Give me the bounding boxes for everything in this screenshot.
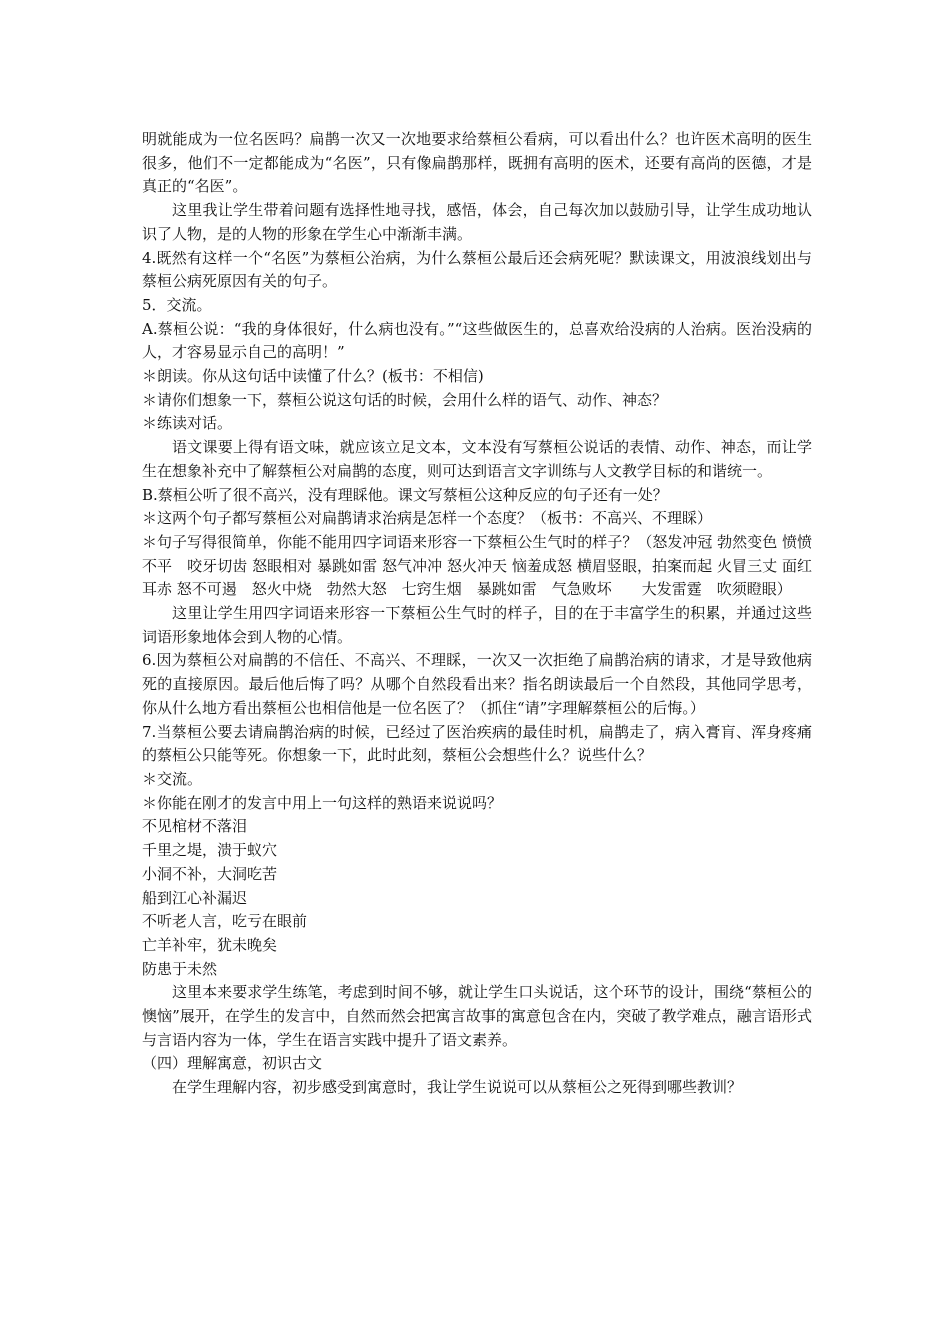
- paragraph-8: ＊练读对话。: [142, 414, 233, 433]
- paragraph-11: ＊这两个句子都写蔡桓公对扁鹊请求治病是怎样一个态度？（板书：不高兴、不理睬）: [142, 509, 713, 528]
- idiom-4: 船到江心补漏迟: [142, 888, 248, 907]
- section-heading: （四）理解寓意，初识古文: [142, 1054, 323, 1073]
- idiom-2: 千里之堤，溃于蚁穴: [142, 841, 278, 860]
- idiom-7: 防患于未然: [142, 959, 218, 978]
- paragraph-6: ＊朗读。你从这句话中读懂了什么？(板书：不相信): [142, 367, 484, 386]
- paragraph-14: 6.因为蔡桓公对扁鹊的不信任、不高兴、不理睬，一次又一次拒绝了扁鹊治病的请求，才是导致他病死的直接原因。最后他后悔了吗？从哪个自然段看出来？指名朗读最后一个自然段，其他同学思考，你从什么地方看出蔡桓公也相信他是一位名医了？（抓住“请”字理解蔡桓公的后悔。）: [142, 651, 812, 717]
- paragraph-16: ＊交流。: [142, 769, 203, 788]
- idiom-5: 不听老人言，吃亏在眼前: [142, 912, 308, 931]
- idiom-6: 亡羊补牢，犹未晚矣: [142, 935, 278, 954]
- paragraph-10: B.蔡桓公听了很不高兴，没有理睬他。课文写蔡桓公这种反应的句子还有一处？: [142, 485, 668, 504]
- paragraph-18: 这里本来要求学生练笔，考虑到时间不够，就让学生口头说话，这个环节的设计，围绕“蔡桓公的懊恼”展开，在学生的发言中，自然而然会把寓言故事的寓意包含在内，突破了教学难点，融言语形式与言语内容为一体，学生在语言实践中提升了语文素养。: [142, 983, 812, 1049]
- paragraph-1: 明就能成为一位名医吗？扁鹊一次又一次地要求给蔡桓公看病，可以看出什么？也许医术高明的医生很多，他们不一定都能成为“名医”，只有像扁鹊那样，既拥有高明的医术，还要有高尚的医德，才是真正的“名医”。: [142, 130, 812, 196]
- paragraph-12: ＊句子写得很简单，你能不能用四字词语来形容一下蔡桓公生气时的样子？（怒发冲冠 勃然变色 愤愤不平 咬牙切齿 怒眼相对 暴跳如雷 怒气冲冲 怒火冲天 恼羞成怒 横眉竖眼，拍案而起 火冒三丈 面红耳赤 怒不可遏 怒火中烧 勃然大怒 七窍生烟 暴跳如雷 气急败坏 大发雷霆 吹须瞪眼）: [142, 532, 812, 599]
- paragraph-2: 这里我让学生带着问题有选择性地寻找，感悟，体会，自己每次加以鼓励引导，让学生成功地认识了人物，是的人物的形象在学生心中渐渐丰满。: [142, 201, 812, 243]
- paragraph-5: A.蔡桓公说：“我的身体很好，什么病也没有。”“这些做医生的，总喜欢给没病的人治病。医治没病的人，才容易显示自己的高明！”: [142, 319, 812, 362]
- paragraph-17: ＊你能在刚才的发言中用上一句这样的熟语来说说吗？: [142, 793, 503, 812]
- paragraph-4: 5．交流。: [142, 295, 212, 314]
- paragraph-3: 4.既然有这样一个“名医”为蔡桓公治病，为什么蔡桓公最后还会病死呢？默读课文，用波浪线划出与蔡桓公病死原因有关的句子。: [142, 248, 812, 291]
- document-body: [142, 128, 812, 1100]
- paragraph-7: ＊请你们想象一下，蔡桓公说这句话的时候，会用什么样的语气、动作、神态？: [142, 390, 668, 409]
- paragraph-9: 语文课要上得有语文味，就应该立足文本，文本没有写蔡桓公说话的表情、动作、神态，而让学生在想象补充中了解蔡桓公对扁鹊的态度，则可达到语言文字训练与人文教学目标的和谐统一。: [142, 438, 812, 480]
- paragraph-15: 7.当蔡桓公要去请扁鹊治病的时候，已经过了医治疾病的最佳时机，扁鹊走了，病入膏肓、浑身疼痛的蔡桓公只能等死。你想象一下，此时此刻，蔡桓公会想些什么？说些什么？: [142, 722, 812, 765]
- paragraph-19: 在学生理解内容，初步感受到寓意时，我让学生说说可以从蔡桓公之死得到哪些教训？: [172, 1078, 743, 1097]
- idiom-3: 小洞不补，大洞吃苦: [142, 864, 278, 883]
- idiom-1: 不见棺材不落泪: [142, 817, 248, 836]
- paragraph-13: 这里让学生用四字词语来形容一下蔡桓公生气时的样子，目的在于丰富学生的积累，并通过这些词语形象地体会到人物的心情。: [142, 604, 812, 646]
